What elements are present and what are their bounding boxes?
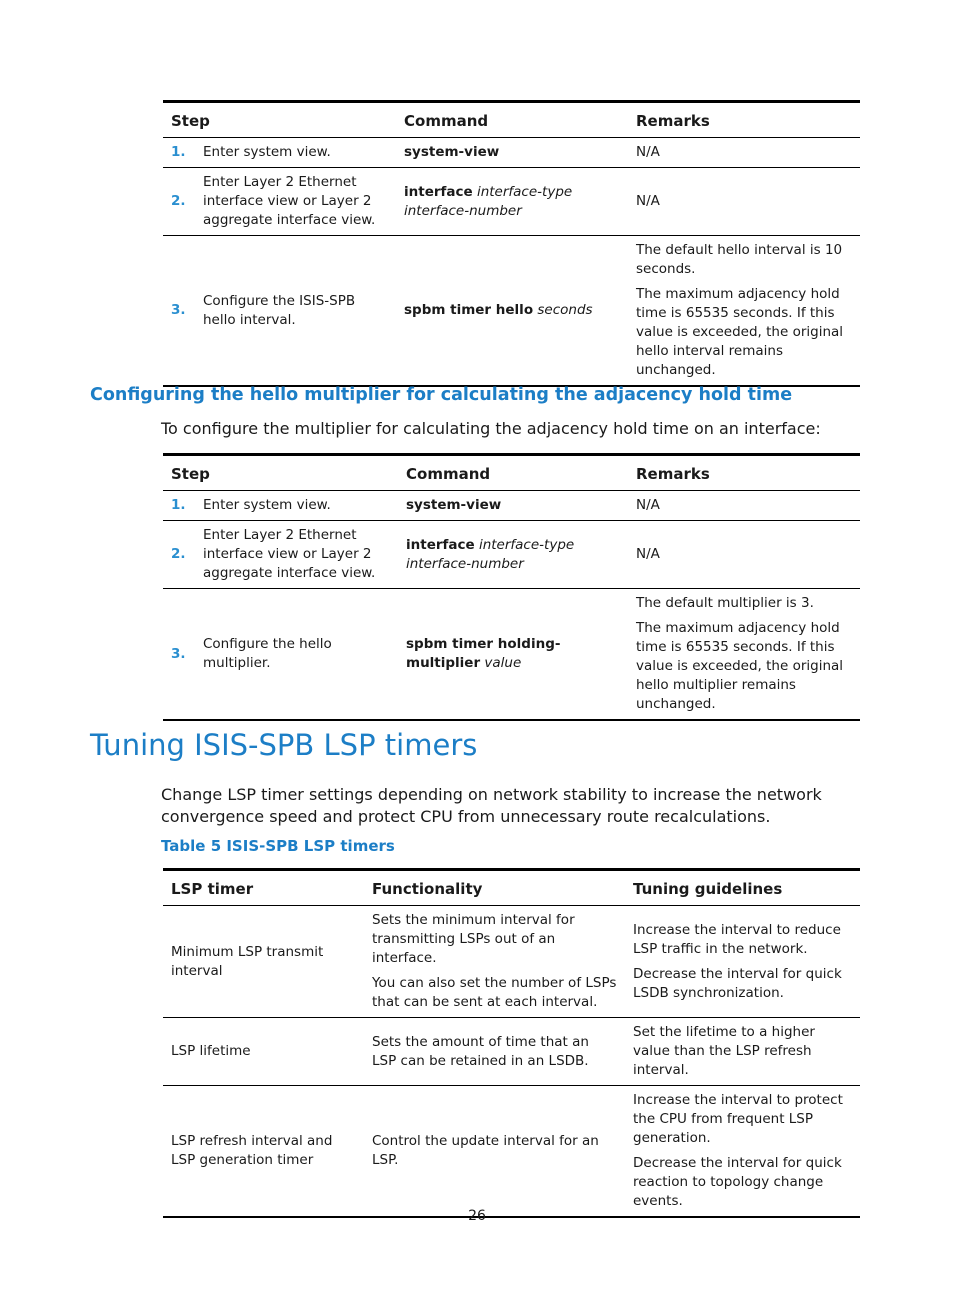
- command-keyword: system-view: [406, 497, 502, 513]
- col-header-command: Command: [398, 455, 628, 491]
- functionality-text: You can also set the number of LSPs that can be sent at each interval.: [372, 975, 617, 1010]
- table-header-row: [163, 455, 860, 491]
- table-row: [163, 1086, 860, 1218]
- command-argument: interface-type interface-number: [404, 183, 573, 219]
- step-text: Enter Layer 2 Ethernet interface view or Layer 2 aggregate interface view.: [203, 174, 376, 228]
- remark-text: The default hello interval is 10 seconds.: [636, 242, 843, 277]
- remark-text: N/A: [636, 497, 660, 513]
- table-row: [163, 236, 860, 387]
- command-keyword: system-view: [404, 144, 500, 160]
- section-intro: To configure the multiplier for calculating the adjacency hold time on an interface:: [161, 419, 821, 438]
- page-number: 26: [468, 1208, 486, 1224]
- timer-name: LSP refresh interval and LSP generation timer: [163, 1086, 364, 1218]
- table-header-row: [163, 870, 860, 906]
- command-argument: interface-type interface-number: [406, 536, 575, 572]
- command-keyword: spbm timer hello: [404, 302, 534, 318]
- guideline-text: Decrease the interval for quick reaction to topology change events.: [633, 1155, 842, 1209]
- main-heading: Tuning ISIS-SPB LSP timers: [90, 728, 478, 762]
- col-header-lsp-timer: LSP timer: [163, 870, 364, 906]
- table-row: [163, 168, 860, 236]
- command-keyword: interface: [404, 183, 473, 200]
- lsp-timers-table: [163, 868, 860, 1218]
- table-row: [163, 1018, 860, 1086]
- guideline-text: Decrease the interval for quick LSDB synchronization.: [633, 965, 842, 1001]
- table-header-row: [163, 102, 860, 138]
- command-keyword: spbm timer holding-multiplier: [406, 636, 561, 671]
- step-text: Enter Layer 2 Ethernet interface view or Layer 2 aggregate interface view.: [203, 527, 376, 581]
- table-caption: Table 5 ISIS-SPB LSP timers: [161, 837, 395, 855]
- table-row: [163, 138, 860, 168]
- step-number: 1.: [171, 144, 186, 160]
- col-header-remarks: Remarks: [628, 102, 860, 138]
- table-row: [163, 906, 860, 1018]
- table-row: [163, 521, 860, 589]
- step-number: 3.: [171, 302, 186, 318]
- hello-multiplier-table: [163, 453, 860, 721]
- step-text: Enter system view.: [203, 144, 331, 160]
- table-row: [163, 491, 860, 521]
- col-header-step: Step: [163, 455, 398, 491]
- step-text: Configure the ISIS-SPB hello interval.: [203, 292, 356, 328]
- table-row: [163, 589, 860, 721]
- col-header-functionality: Functionality: [364, 870, 625, 906]
- guideline-text: Increase the interval to reduce LSP traffic in the network.: [633, 921, 841, 957]
- command-keyword: interface: [406, 536, 475, 553]
- command-argument: seconds: [537, 302, 593, 318]
- remark-text: The maximum adjacency hold time is 65535 seconds. If this value is exceeded, the original hello multiplier remains unchanged.: [636, 620, 844, 712]
- main-intro: Change LSP timer settings depending on network stability to increase the network convergence speed and protect CPU from unnecessary route recalculations.: [161, 785, 822, 826]
- col-header-command: Command: [396, 102, 628, 138]
- remark-text: The default multiplier is 3.: [636, 595, 814, 611]
- remark-text: N/A: [636, 546, 660, 562]
- remark-text: N/A: [636, 144, 660, 160]
- timer-name: Minimum LSP transmit interval: [163, 906, 364, 1018]
- guideline-text: Set the lifetime to a higher value than the LSP refresh interval.: [633, 1024, 815, 1078]
- col-header-guidelines: Tuning guidelines: [625, 870, 860, 906]
- col-header-step: Step: [163, 102, 396, 138]
- functionality-text: Sets the amount of time that an LSP can be retained in an LSDB.: [372, 1033, 589, 1069]
- col-header-remarks: Remarks: [628, 455, 860, 491]
- functionality-text: Sets the minimum interval for transmitting LSPs out of an interface.: [372, 912, 575, 966]
- timer-name: LSP lifetime: [163, 1018, 364, 1086]
- step-number: 1.: [171, 497, 186, 513]
- step-number: 2.: [171, 546, 186, 562]
- hello-interval-table: [163, 100, 860, 387]
- step-number: 2.: [171, 193, 186, 209]
- guideline-text: Increase the interval to protect the CPU from frequent LSP generation.: [633, 1092, 843, 1146]
- remark-text: N/A: [636, 193, 660, 209]
- remark-text: The maximum adjacency hold time is 65535 seconds. If this value is exceeded, the original hello interval remains unchanged.: [636, 286, 844, 378]
- functionality-text: Control the update interval for an LSP.: [372, 1133, 599, 1168]
- section-heading: Configuring the hello multiplier for calculating the adjacency hold time: [90, 385, 793, 405]
- command-argument: value: [484, 655, 522, 671]
- step-number: 3.: [171, 645, 186, 662]
- step-text: Configure the hello multiplier.: [203, 636, 332, 671]
- step-text: Enter system view.: [203, 497, 331, 513]
